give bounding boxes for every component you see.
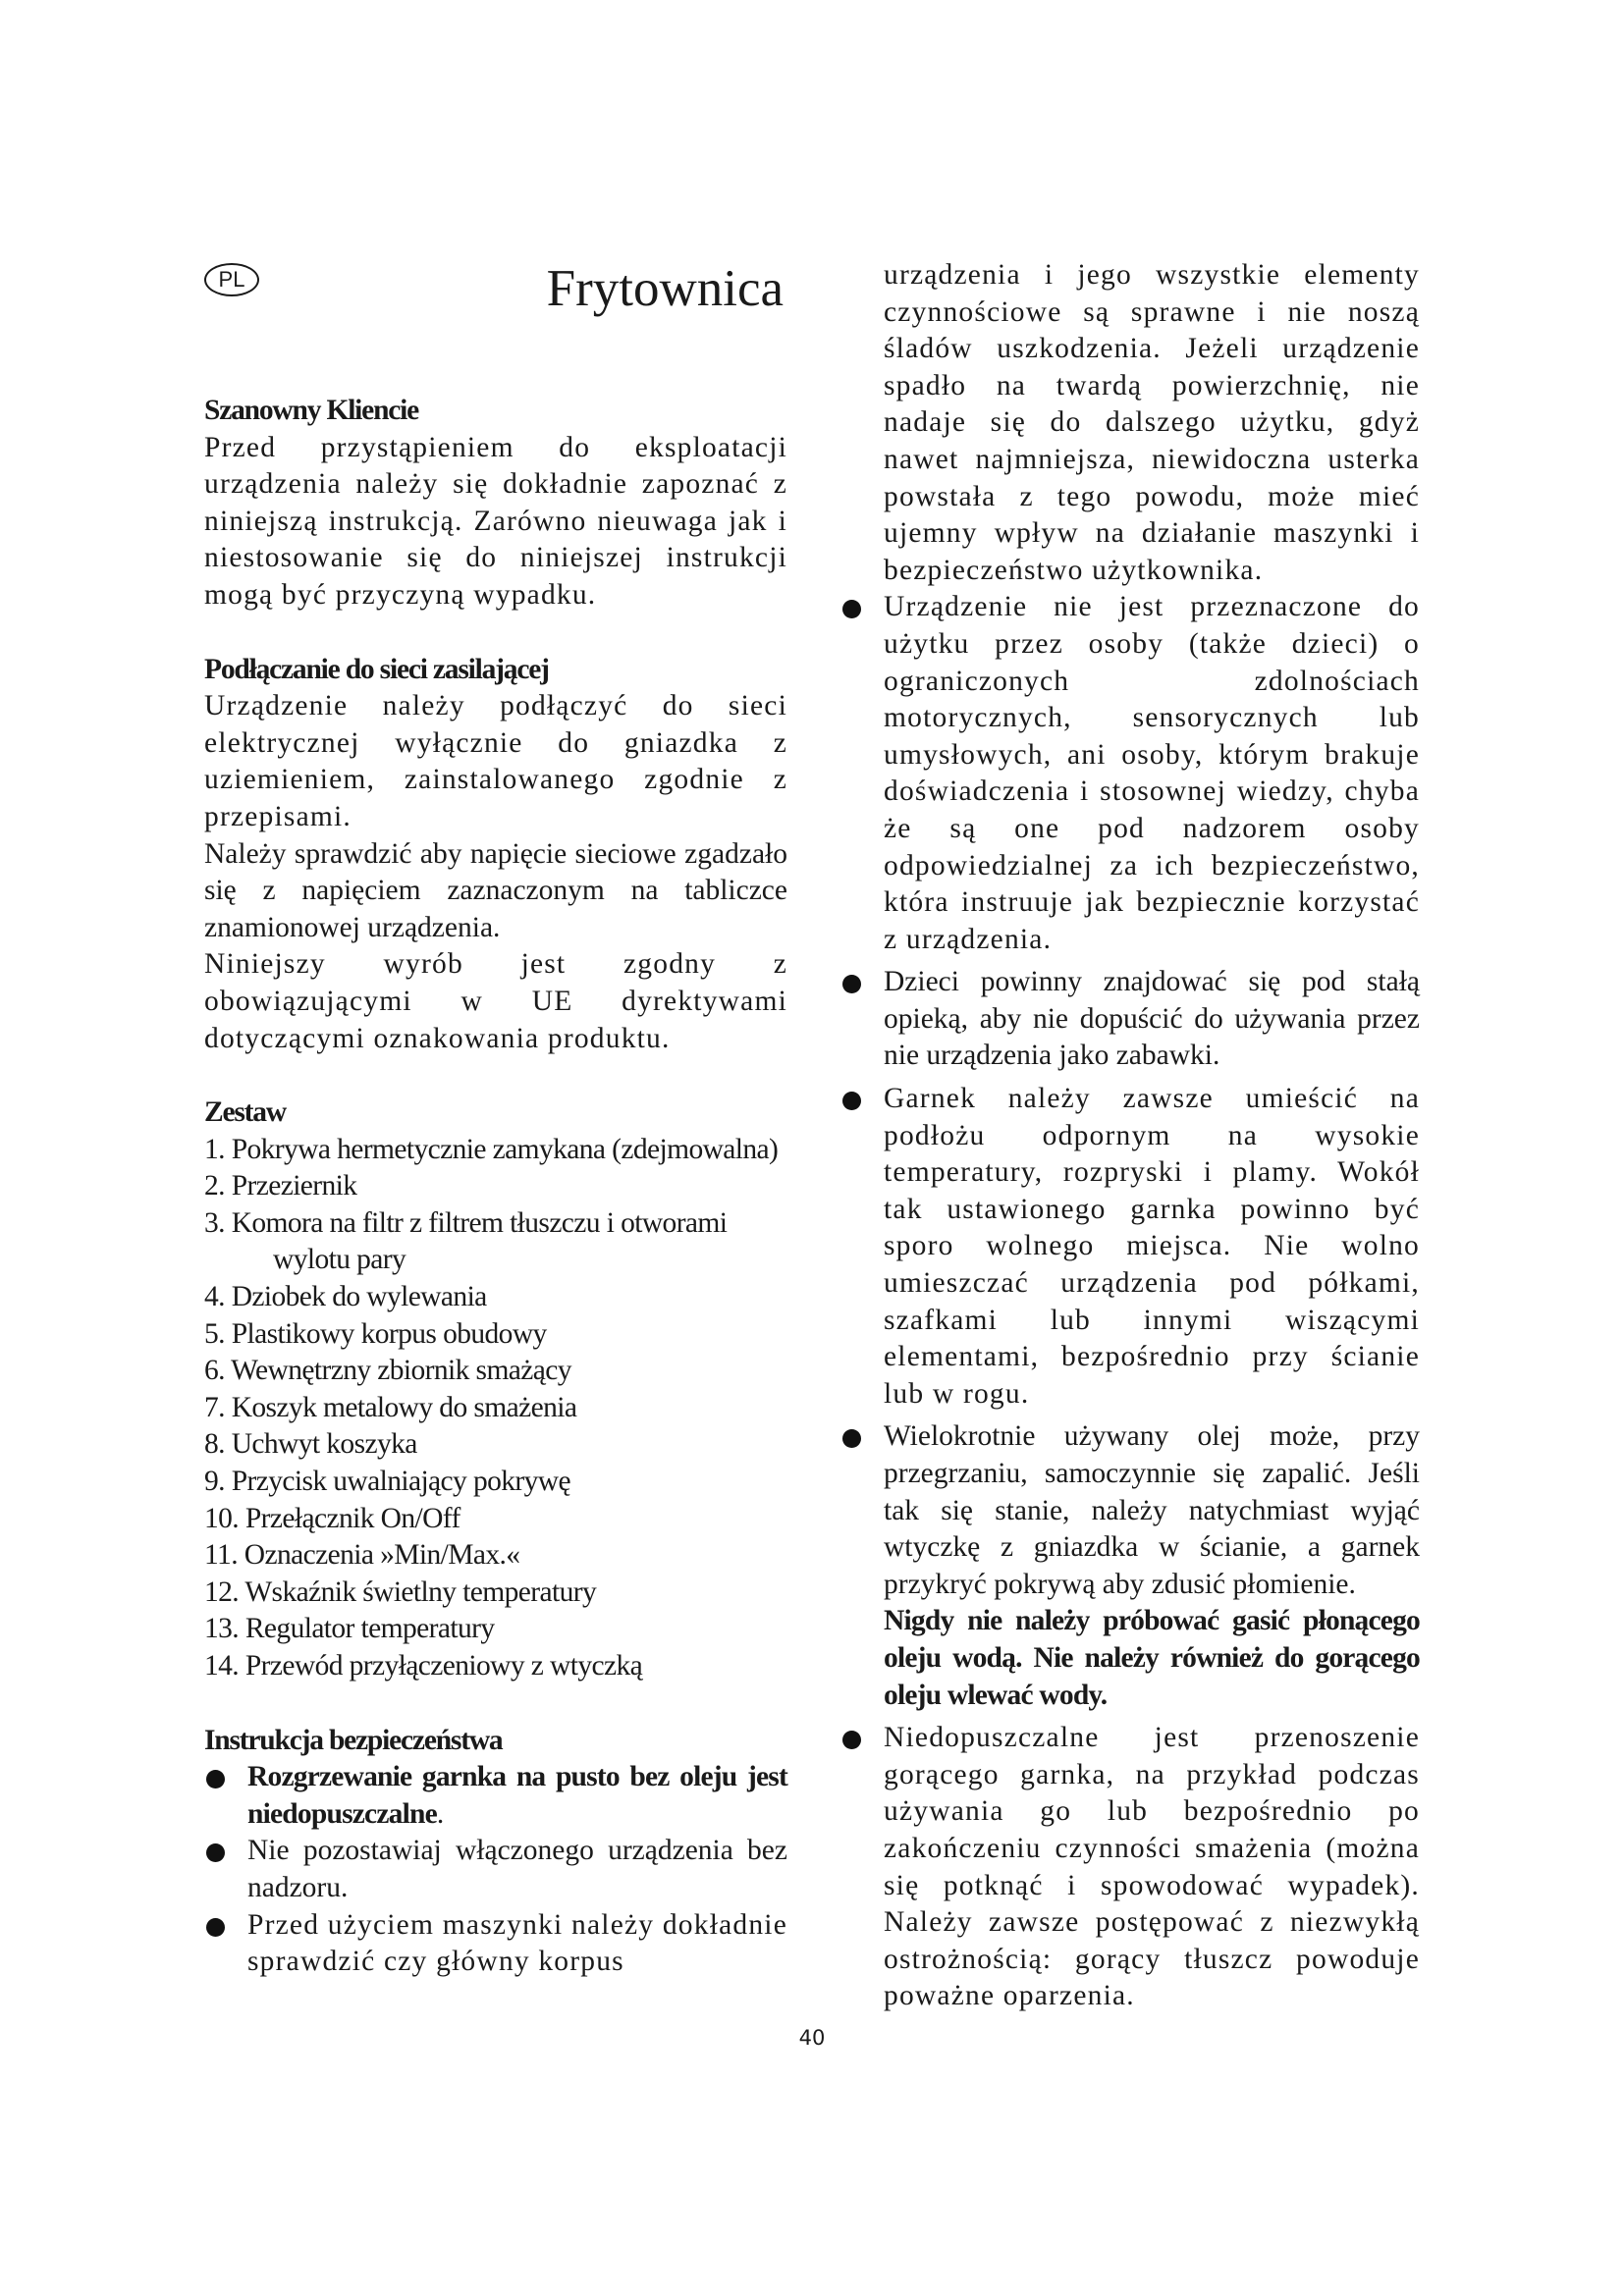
greeting-heading: Szanowny Kliencie [204,395,419,426]
bullet-icon [842,975,861,993]
list-item: 12. Wskaźnik świetlny temperatury [204,1575,597,1608]
safety-text: Garnek należy zawsze umieścić na podłożu odpornym na wysokie temperatury, rozpryski i plamy. Wokół tak ustawionego garnka powinno być sporo wolnego miejsca. Nie wolno umieszczać urządzenia pod półkami, szafkami lub innymi wiszącymi elementami, bezpośrednio przy ścianie lub w rogu. [884,1083,1420,1410]
safety-text: . [436,1797,445,1830]
list-item: 9. Przycisk uwalniający pokrywę [204,1466,570,1498]
safety-list-continued [840,589,1420,2015]
safety-text: Przed użyciem maszynki należy dokładnie sprawdzić czy główny korpus [247,1908,787,1978]
list-item [840,1720,1420,2015]
list-item [840,1418,1420,1714]
bullet-icon [206,1918,225,1937]
list-item: 7. Koszyk metalowy do smażenia [204,1391,577,1423]
language-badge: PL [204,263,259,296]
safety-text: Urządzenie nie jest przeznaczone do użytku przez osoby (także dzieci) o ograniczonych zdolnościach motorycznych, sensorycznych lub umysłowych, ani osoby, którym brakuje doświadczenia i stosownej wiedzy, chyba że są one pod nadzorem osoby odpowiedzialnej za ich bezpieczeństwo, która instruuje jak bezpiecznie korzystać z urządzenia. [884,591,1420,955]
list-item: 5. Plastikowy korpus obudowy [204,1317,547,1350]
list-item: 8. Uchwyt koszyka [204,1428,417,1461]
safety-heading: Instrukcja bezpieczeństwa [204,1724,503,1756]
list-item: 10. Przełącznik On/Off [204,1502,460,1534]
set-heading: Zestaw [204,1096,286,1129]
safety-bold-text: Rozgrzewanie garnka na pusto bez oleju jest niedopuszczalne [247,1761,787,1830]
list-item: 11. Oznaczenia »Min/Max.« [204,1539,520,1572]
safety-continued-text: urządzenia i jego wszystkie elementy czynnościowe są sprawne i nie noszą śladów uszkodzenia. Jeżeli urządzenie spadło na twardą powierzchnię, nie nadaje się do dalszego użytku, gdyż nawet najmniejsza, niewidoczna usterka powstała z tego powodu, może mieć ujemny wpływ na działanie maszynki i bezpieczeństwo użytkownika. [884,259,1420,586]
safety-text: Niedopuszczalne jest przenoszenie gorącego garnka, na przykład podczas używania go lub bezpośrednio po zakończeniu czynności smażenia (można się potknąć i spowodować wypadek). Należy zawsze postępować z niezwykłą ostrożnością: gorący tłuszcz powoduje poważne oparzenia. [884,1722,1420,2012]
set-section [204,1095,787,1685]
page-number: 40 [798,2026,826,2050]
bullet-icon [842,1092,861,1110]
list-item: 4. Dziobek do wylewania [204,1281,487,1313]
mains-paragraph: Niniejszy wyrób jest zgodny z obowiązującymi w UE dyrektywami dotyczącymi oznakowania produktu. [204,948,787,1054]
list-item [840,964,1420,1075]
safety-section [204,1723,787,1981]
list-item [204,1833,787,1906]
right-column [840,257,1420,2021]
greeting-text: Przed przystąpieniem do eksploatacji urządzenia należy się dokładnie zapoznać z niniejszą instrukcją. Zarówno nieuwaga jak i niestosowanie się do niniejszej instrukcji mogą być przyczyną wypadku. [204,431,787,611]
greeting-section [204,393,787,614]
bullet-icon [842,600,861,618]
safety-list [204,1759,787,1981]
mains-paragraph: Należy sprawdzić aby napięcie sieciowe zgadzało się z napięciem zaznaczonym na tabliczce znamionowej urządzenia. [204,837,787,943]
list-item: 1. Pokrywa hermetycznie zamykana (zdejmowalna) [204,1133,779,1165]
mains-section [204,652,787,1058]
list-item: 6. Wewnętrzny zbiornik smażący [204,1355,571,1387]
mains-paragraph: Urządzenie należy podłączyć do sieci elektrycznej wyłącznie do gniazdka z uziemieniem, zainstalowanego zgodnie z przepisami. [204,690,787,832]
list-item: 14. Przewód przyłączeniowy z wtyczką [204,1650,643,1682]
list-item [840,1081,1420,1413]
bullet-icon [842,1731,861,1749]
safety-text: Nie pozostawiaj włączonego urządzenia bez nadzoru. [247,1835,787,1903]
list-item [840,589,1420,958]
bullet-icon [842,1429,861,1448]
bullet-icon [206,1843,225,1862]
safety-warning-bold: Nigdy nie należy próbować gasić płonącego oleju wodą. Nie należy również do gorącego oleju wlewać wody. [884,1605,1420,1711]
bullet-icon [206,1770,225,1789]
list-item: 2. Przeziernik [204,1170,357,1202]
list-item [204,1759,787,1833]
list-item: 3. Komora na filtr z filtrem tłuszczu i otworami wylotu pary [204,1206,728,1276]
safety-text: Dzieci powinny znajdować się pod stałą opieką, aby nie dopuścić do używania przez nie urządzenia jako zabawki. [884,966,1420,1072]
list-item [204,1907,787,1981]
list-item: 13. Regulator temperatury [204,1613,495,1645]
document-title: Frytownica [546,260,784,317]
parts-list [204,1132,787,1685]
mains-heading: Podłączanie do sieci zasilającej [204,653,549,685]
left-column [204,257,787,1981]
title-row [204,257,787,322]
safety-text: Wielokrotnie używany olej może, przy przegrzaniu, samoczynnie się zapalić. Jeśli tak się stanie, należy natychmiast wyjąć wtyczkę z gniazdka w ścianie, a garnek przykryć pokrywą aby zdusić płomienie. [884,1420,1420,1600]
